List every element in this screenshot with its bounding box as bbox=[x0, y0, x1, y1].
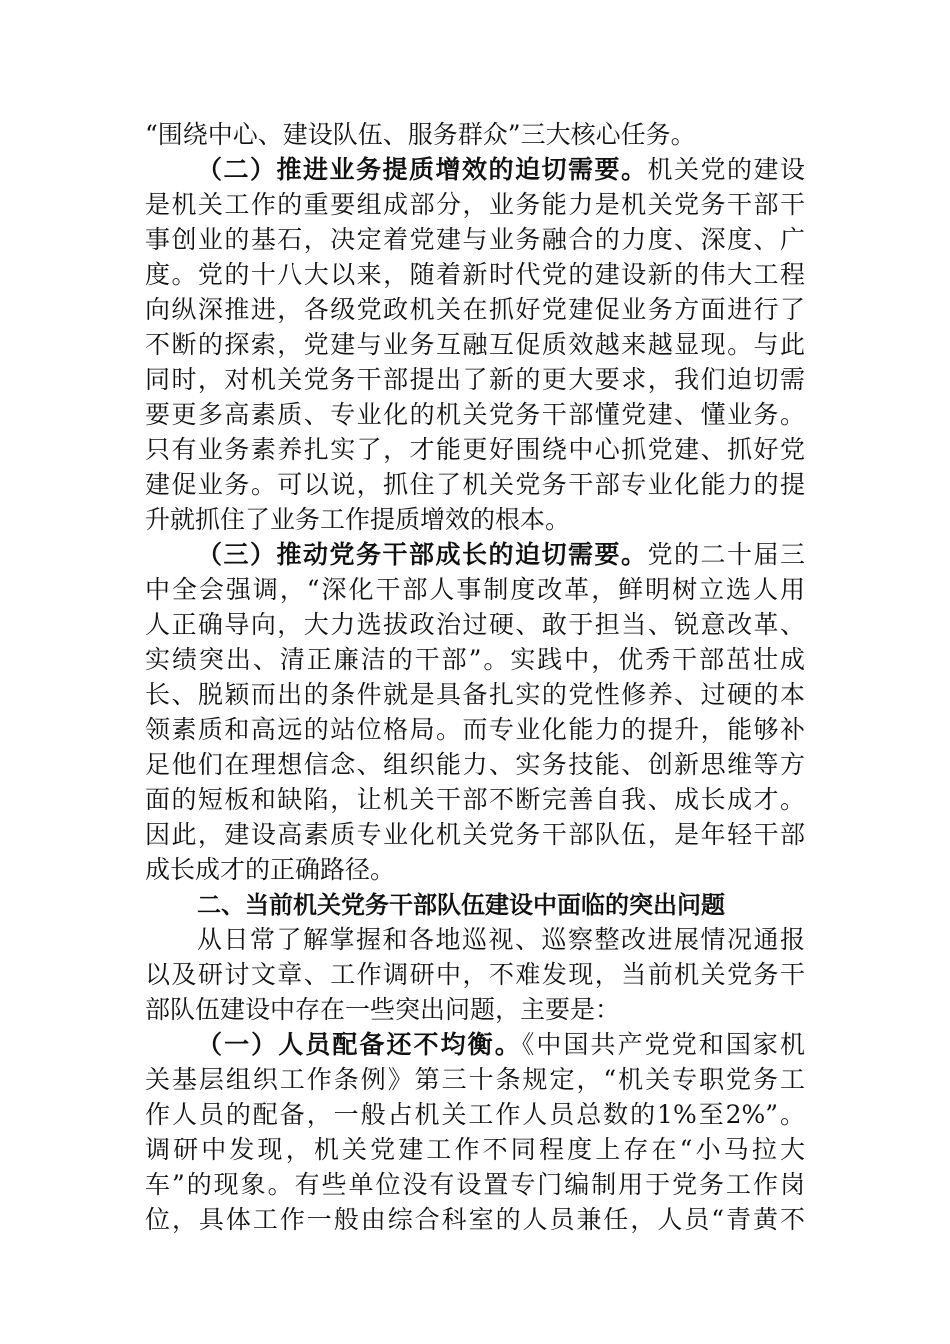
text-line: 关基层组织工作条例》第三十条规定，“机关专职党务工 bbox=[145, 1065, 805, 1094]
text-line: “围绕中心、建设队伍、服务群众”三大核心任务。 bbox=[145, 120, 696, 149]
subheading-line: （一）人员配备还不均衡。《中国共产党党和国家机 bbox=[197, 1030, 805, 1059]
text-line: 中全会强调，“深化干部人事制度改革，鲜明树立选人用 bbox=[145, 575, 805, 604]
text-line: 事创业的基石，决定着党建与业务融合的力度、深度、广 bbox=[145, 225, 805, 254]
text-line: 面的短板和缺陷，让机关干部不断完善自我、成长成才。 bbox=[145, 785, 805, 814]
text-line: 人正确导向，大力选拔政治过硬、敢于担当、锐意改革、 bbox=[145, 610, 805, 639]
subheading-lead: （三）推动党务干部成长的迫切需要。 bbox=[197, 540, 648, 569]
subheading-lead: （二）推进业务提质增效的迫切需要。 bbox=[197, 155, 648, 184]
text-line: 部队伍建设中存在一些突出问题，主要是： bbox=[145, 995, 621, 1024]
text-line: 位，具体工作一般由综合科室的人员兼任，人员“青黄不 bbox=[145, 1205, 805, 1234]
text-line: 从日常了解掌握和各地巡视、巡察整改进展情况通报 bbox=[197, 925, 805, 954]
text-line: 是机关工作的重要组成部分，业务能力是机关党务干部干 bbox=[145, 190, 805, 219]
text-line: 实绩突出、清正廉洁的干部”。实践中，优秀干部茁壮成 bbox=[145, 645, 805, 674]
text-line: 升就抓住了业务工作提质增效的根本。 bbox=[145, 505, 571, 534]
subheading-line: （三）推动党务干部成长的迫切需要。党的二十届三 bbox=[197, 540, 805, 569]
text-line: 领素质和高远的站位格局。而专业化能力的提升，能够补 bbox=[145, 715, 805, 744]
text-line: 调研中发现，机关党建工作不同程度上存在“小马拉大 bbox=[145, 1135, 805, 1164]
text-line: 同时，对机关党务干部提出了新的更大要求，我们迫切需 bbox=[145, 365, 805, 394]
text-line: 建促业务。可以说，抓住了机关党务干部专业化能力的提 bbox=[145, 470, 805, 499]
section-heading: 二、当前机关党务干部队伍建设中面临的突出问题 bbox=[197, 891, 725, 919]
text-line: 要更多高素质、专业化的机关党务干部懂党建、懂业务。 bbox=[145, 400, 805, 429]
text-line: 只有业务素养扎实了，才能更好围绕中心抓党建、抓好党 bbox=[145, 435, 805, 464]
text-line: 向纵深推进，各级党政机关在抓好党建促业务方面进行了 bbox=[145, 295, 805, 324]
text-line: 因此，建设高素质专业化机关党务干部队伍，是年轻干部 bbox=[145, 820, 805, 849]
subheading-lead: （一）人员配备还不均衡。 bbox=[197, 1030, 522, 1059]
text-line: 不断的探索，党建与业务互融互促质效越来越显现。与此 bbox=[145, 330, 805, 359]
text-line: 度。党的十八大以来，随着新时代党的建设新的伟大工程 bbox=[145, 260, 805, 289]
text-line: 车”的现象。有些单位没有设置专门编制用于党务工作岗 bbox=[145, 1170, 805, 1199]
text-line: 足他们在理想信念、组织能力、实务技能、创新思维等方 bbox=[145, 750, 805, 779]
subheading-line: （二）推进业务提质增效的迫切需要。机关党的建设 bbox=[197, 155, 805, 184]
text-line: 长、脱颖而出的条件就是具备扎实的党性修养、过硬的本 bbox=[145, 680, 805, 709]
text-line: 以及研讨文章、工作调研中，不难发现，当前机关党务干 bbox=[145, 960, 805, 989]
text-line: 作人员的配备，一般占机关工作人员总数的1%至2%”。 bbox=[145, 1100, 805, 1129]
text-line: 成长成才的正确路径。 bbox=[145, 855, 396, 884]
